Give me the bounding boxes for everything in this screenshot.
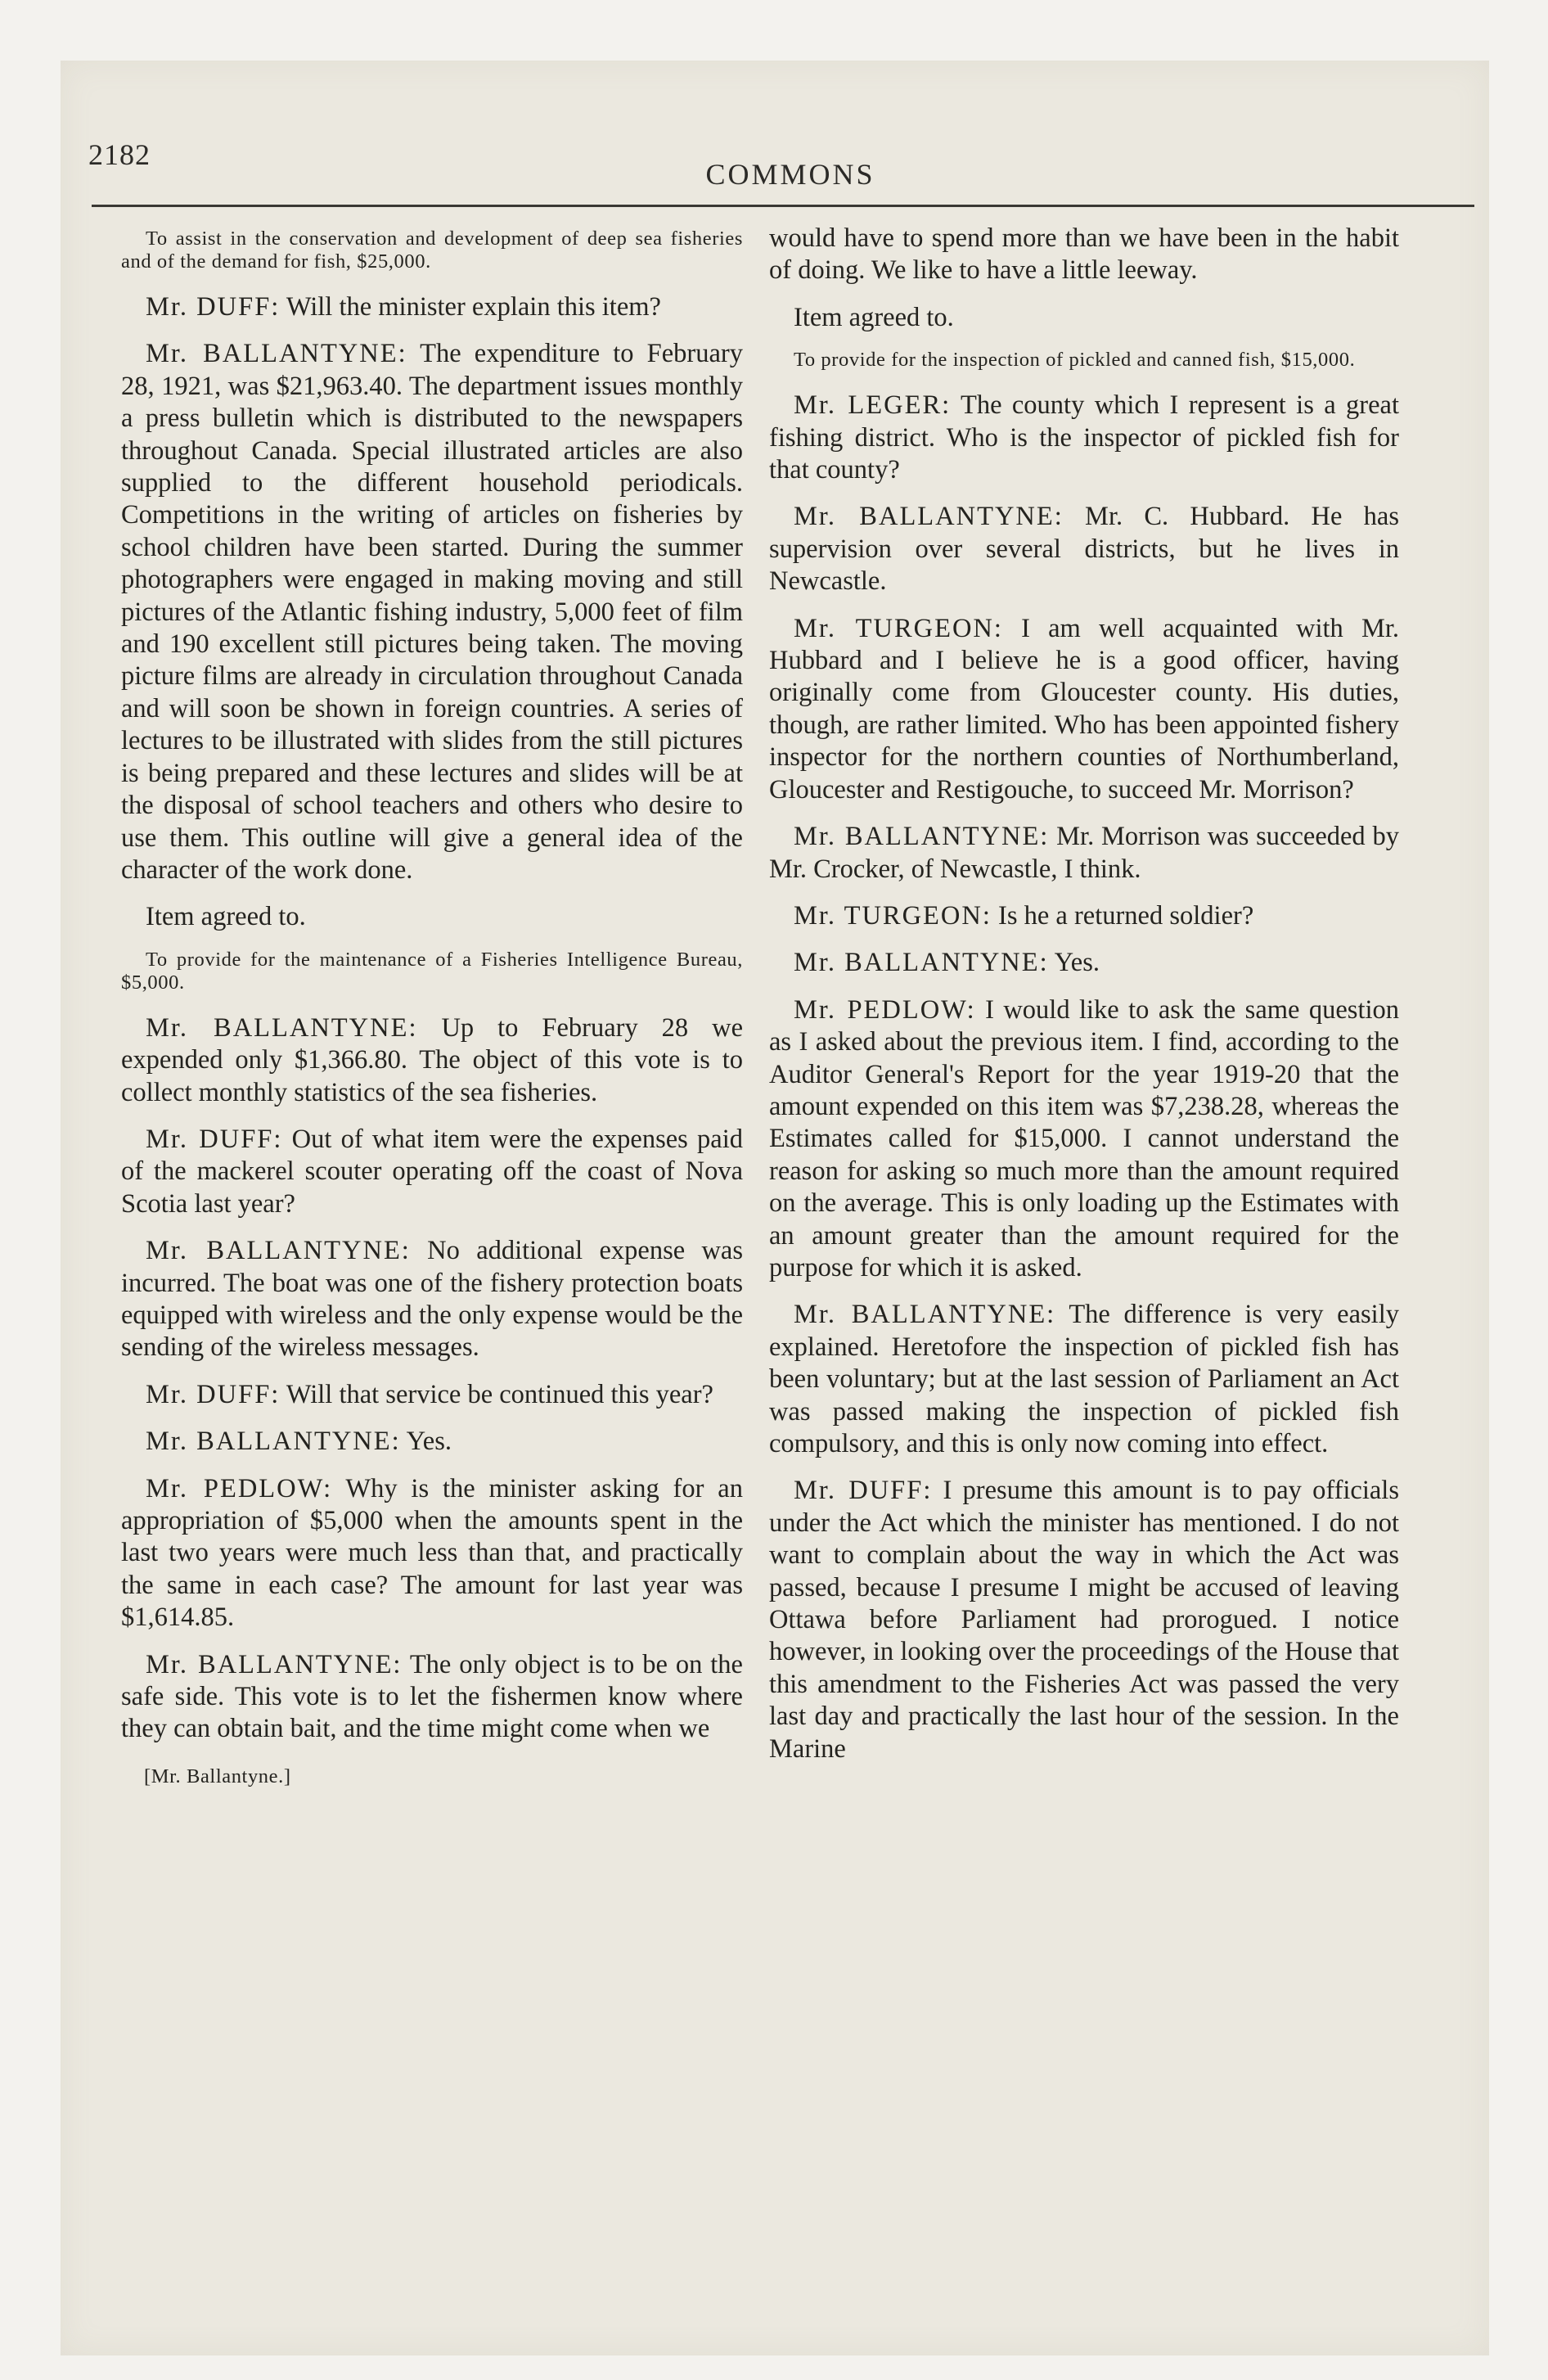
speaker-name: Mr. TURGEON: (794, 613, 1003, 643)
header-rule (92, 205, 1474, 207)
speech-paragraph (121, 1473, 743, 1634)
speaker-name: Mr. PEDLOW: (794, 994, 976, 1025)
speaker-name: Mr. DUFF: (146, 1124, 283, 1154)
speaker-name: Mr. DUFF: (794, 1476, 933, 1506)
speech-paragraph (769, 1299, 1399, 1460)
speaker-name: Mr. BALLANTYNE: (146, 1649, 403, 1679)
speech-paragraph (121, 291, 743, 323)
speaker-name: Mr. BALLANTYNE: (794, 822, 1050, 852)
speech-text: Will the minister explain this item? (286, 292, 661, 322)
page-number: 2182 (88, 138, 151, 171)
speech-paragraph (121, 1012, 743, 1109)
speech-text: Yes. (1054, 948, 1100, 978)
speech-text: Out of what item were the expenses paid of the mackerel scouter operating off the coast of Nova Scotia last year? (121, 1124, 743, 1219)
speech-text: I would like to ask the same question as I asked about the previous item. I find, according to the Auditor General's Report for the year 1919-20 that the amount expended on this item was $7,238.28, whereas the Estimates called for $15,000. I cannot understand the reason for asking so much more than the amount required on the average. This is only loading up the Estimates with an amount greater than the amount required for the purpose for which it is asked. (769, 994, 1400, 1282)
speaker-name: Mr. BALLANTYNE: (794, 948, 1049, 978)
speech-paragraph (769, 821, 1399, 886)
speech-text: Mr. C. Hubbard. He has supervision over several districts, but he lives in Newcastle. (769, 502, 1399, 597)
continued-paragraph: would have to spend more than we have been in the habit of doing. We like to have a little leeway. (769, 223, 1399, 286)
speech-text: Mr. Morrison was succeeded by Mr. Crocker, of Newcastle, I think. (769, 822, 1399, 884)
speech-text: The only object is to be on the safe side. This vote is to let the fishermen know where they can obtain bait, and the time might come when we (121, 1649, 743, 1744)
speech-paragraph (769, 947, 1399, 979)
left-column (121, 223, 743, 1792)
item-agreed: Item agreed to. (794, 302, 954, 332)
speech-paragraph (121, 1649, 743, 1746)
speech-paragraph (121, 338, 743, 886)
speech-text: Yes. (406, 1427, 452, 1457)
speech-paragraph (121, 1235, 743, 1364)
speech-paragraph (121, 1426, 743, 1458)
speech-paragraph (769, 1475, 1399, 1765)
speaker-name: Mr. BALLANTYNE: (146, 339, 407, 369)
speech-text: The county which I represent is a great fishing district. Who is the inspector of pickled fish for that county? (769, 390, 1399, 485)
speech-text: No additional expense was incurred. The boat was one of the fishery protection boats equipped with wireless and the only expense would be the sending of the wireless messages. (121, 1236, 743, 1363)
speaker-name: Mr. PEDLOW: (146, 1473, 333, 1503)
speech-text: Will that service be continued this year? (286, 1379, 713, 1409)
speech-text: Is he a returned soldier? (998, 900, 1254, 931)
speaker-name: Mr. DUFF: (146, 1379, 281, 1409)
speech-text: Why is the minister asking for an appropriation of $5,000 when the amounts spent in the last two years were much less than that, and practically the same in each case? The amount for last year was $1,614.85. (121, 1473, 743, 1633)
speech-paragraph (121, 1379, 743, 1411)
speech-paragraph (769, 390, 1399, 486)
speaker-name: Mr. BALLANTYNE: (146, 1236, 411, 1266)
item-agreed: Item agreed to. (146, 902, 306, 932)
speech-paragraph (121, 1124, 743, 1220)
speaker-name: Mr. BALLANTYNE: (794, 502, 1064, 532)
speaker-name: Mr. LEGER: (794, 390, 952, 421)
speech-paragraph (769, 501, 1399, 597)
speech-text: The expenditure to February 28, 1921, was $21,963.40. The department issues monthly a press bulletin which is distributed to the newspapers throughout Canada. Special illustrated articles are also supplied to the different household periodicals. Competitions in the writing of articles on fisheries by school children have been started. During the summer photographers were engaged in making moving and still pictures of the Atlantic fishing industry, 5,000 feet of film and 190 excellent still pictures being taken. The moving picture films are already in circulation throughout Canada and will soon be shown in foreign countries. A series of lectures to be illustrated with slides from the still pictures is being prepared and these lectures and slides will be at the disposal of school teachers and others who desire to use them. This outline will give a general idea of the character of the work done. (121, 339, 743, 885)
speech-text: I presume this amount is to pay officials under the Act which the minister has mentioned. I do not want to complain about the way in which the Act was passed, because I presume I might be accused of leaving Ottawa before Parliament had prorogued. I notice however, in looking over the proceedings of the House that this amendment to the Fisheries Act was passed the very last day and practically the last hour of the session. In the Marine (769, 1476, 1399, 1764)
page-footer-speaker: [Mr. Ballantyne.] (144, 1765, 291, 1787)
speech-text: Up to February 28 we expended only $1,366.80. The object of this vote is to collect monthly statistics of the sea fisheries. (121, 1012, 744, 1107)
speech-text: I am well acquainted with Mr. Hubbard and I believe he is a good officer, having originally come from Gloucester county. His duties, though, are rather limited. Who has been appointed fishery inspector for the northern counties of Northumberland, Gloucester and Restigouche, to succeed Mr. Morrison? (769, 613, 1400, 805)
speech-paragraph (769, 613, 1399, 806)
vote-item-intelligence-bureau: To provide for the maintenance of a Fisheries Intelligence Bureau, $5,000. (121, 948, 743, 994)
vote-item-deep-sea-fisheries: To assist in the conservation and development of deep sea fisheries and of the demand for fish, $25,000. (121, 228, 743, 273)
vote-item-pickled-fish: To provide for the inspection of pickled and canned fish, $15,000. (794, 349, 1356, 372)
speaker-name: Mr. TURGEON: (794, 900, 992, 931)
speech-paragraph (769, 994, 1399, 1285)
speaker-name: Mr. BALLANTYNE: (146, 1427, 401, 1457)
right-column (769, 223, 1399, 1780)
speaker-name: Mr. BALLANTYNE: (146, 1012, 418, 1043)
running-title: COMMONS (705, 158, 875, 191)
speaker-name: Mr. BALLANTYNE: (794, 1300, 1056, 1330)
speaker-name: Mr. DUFF: (146, 292, 281, 322)
speech-text: The difference is very easily explained. Heretofore the inspection of pickled fish has been voluntary; but at the last session of Parliament an Act was passed making the inspection of pickled fish compulsory, and this is only now coming into effect. (769, 1300, 1399, 1458)
speech-paragraph (769, 900, 1399, 932)
